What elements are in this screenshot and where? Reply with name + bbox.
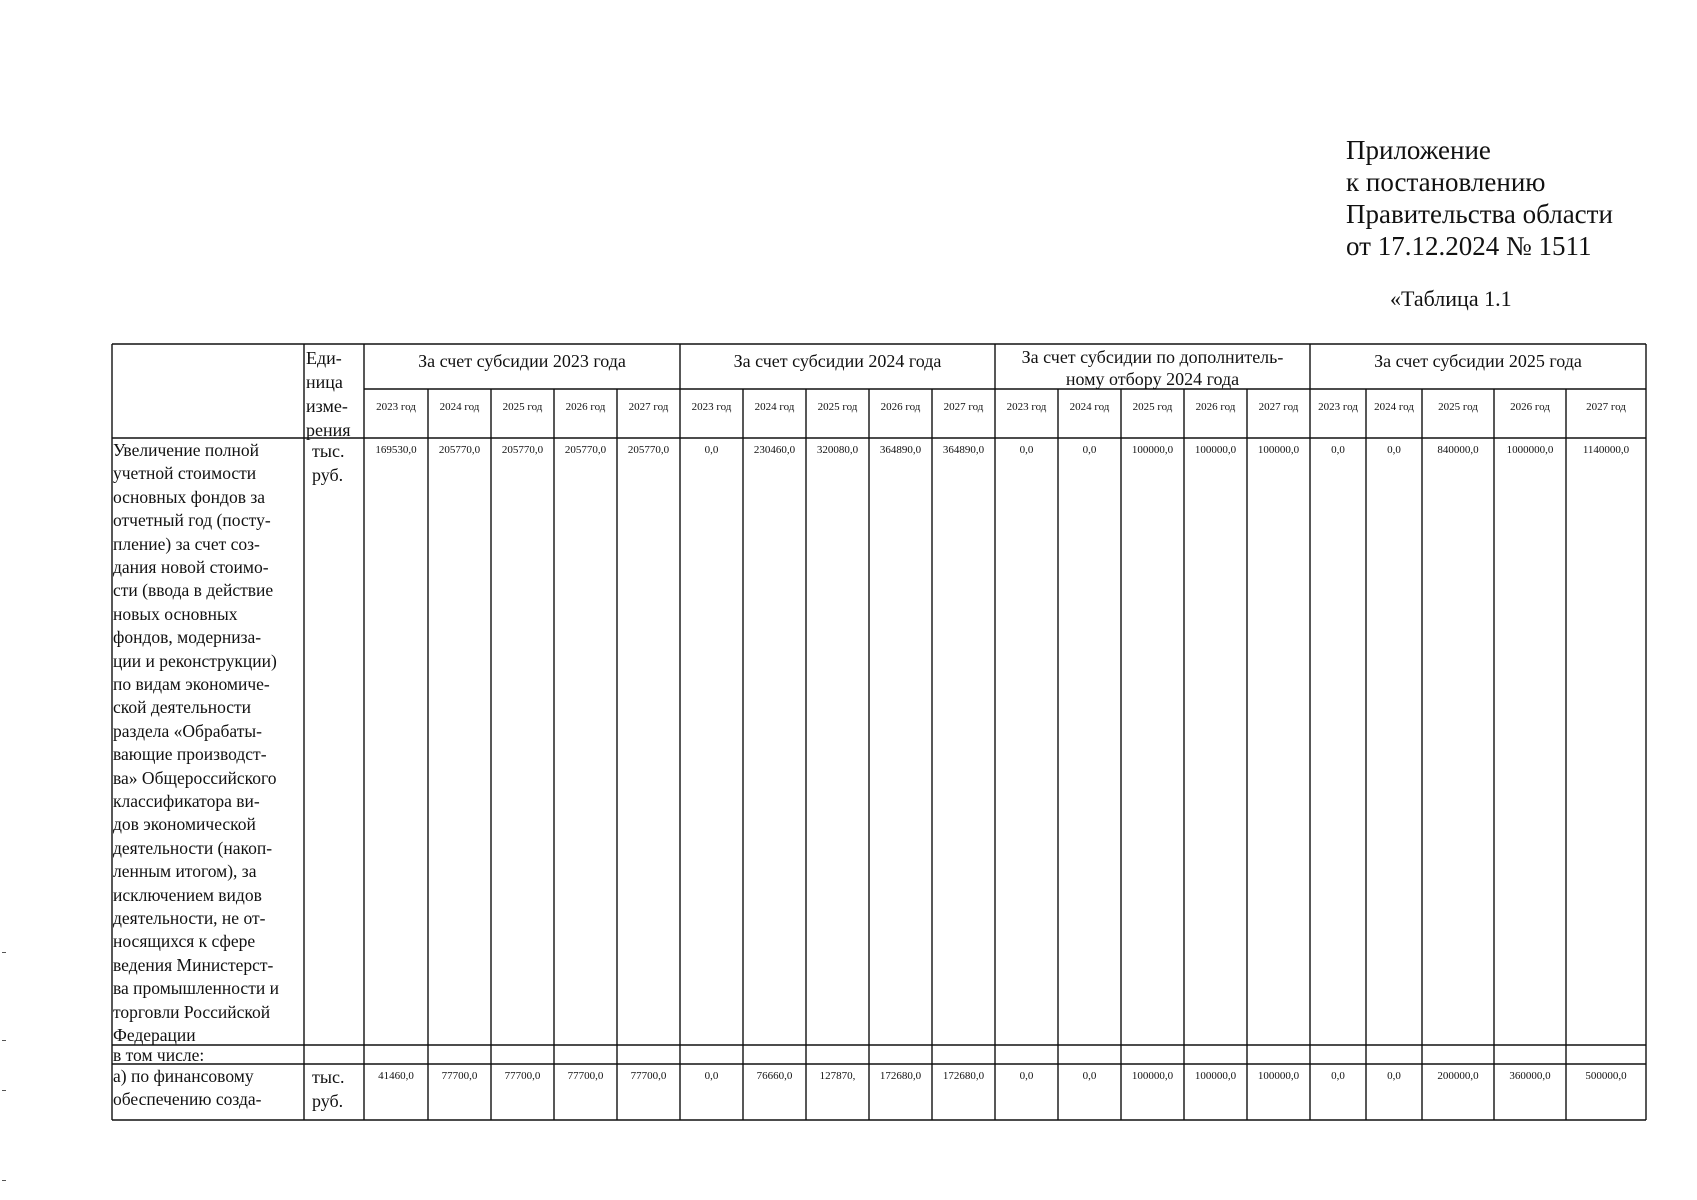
cell-value: 41460,0	[378, 1070, 414, 1082]
row-description-line: классификатора ви-	[113, 791, 260, 811]
cell-value: 76660,0	[756, 1070, 793, 1082]
year-header: 2026 год	[880, 401, 921, 413]
row-description-line: ва промышленности и	[113, 978, 279, 999]
row-description-line: Федерации	[113, 1025, 196, 1045]
year-header: 2025 год	[502, 401, 543, 413]
year-header: 2027 год	[943, 401, 984, 413]
cell-value: 500000,0	[1585, 1070, 1627, 1082]
cell-value: 127870,	[819, 1070, 856, 1082]
group-header: За счет субсидии по дополнитель-	[1021, 347, 1284, 367]
cell-value: 77700,0	[441, 1070, 478, 1082]
year-header: 2024 год	[754, 401, 795, 413]
annex-line-3: Правительства области	[1346, 199, 1613, 229]
row-description-line: дов экономической	[113, 814, 256, 835]
scan-mark	[2, 1090, 6, 1091]
year-header: 2025 год	[1132, 401, 1173, 413]
row-description-line: основных фондов за	[113, 486, 266, 507]
row-unit-line: тыс.	[312, 441, 345, 461]
year-header: 2023 год	[1318, 401, 1358, 413]
cell-value: 230460,0	[753, 444, 796, 456]
cell-value: 0,0	[1387, 444, 1401, 456]
annex-line-2: к постановлению	[1346, 167, 1546, 197]
unit-header-line: рения	[306, 420, 351, 440]
row-description-line: деятельности (накоп-	[113, 837, 273, 858]
group-header: За счет субсидии 2024 года	[733, 351, 942, 371]
row-unit-line: руб.	[312, 465, 344, 485]
cell-value: 364890,0	[942, 444, 985, 456]
row-description-line: отчетный год (посту-	[113, 510, 271, 531]
row-description-line: ленным итогом), за	[113, 861, 257, 882]
cell-value: 205770,0	[627, 444, 670, 456]
cell-value: 100000,0	[1257, 1070, 1300, 1082]
scan-mark	[2, 1180, 6, 1181]
cell-value: 1140000,0	[1582, 444, 1630, 456]
cell-value: 172680,0	[942, 1070, 985, 1082]
cell-value: 840000,0	[1437, 444, 1479, 456]
cell-value: 100000,0	[1131, 1070, 1174, 1082]
year-header: 2023 год	[1006, 401, 1047, 413]
cell-value: 0,0	[704, 444, 719, 456]
row-description-line: носящихся к сфере	[113, 931, 256, 952]
year-header: 2023 год	[376, 401, 416, 413]
year-header: 2023 год	[691, 401, 732, 413]
cell-value: 0,0	[1082, 1070, 1097, 1082]
row-description-line: в том числе:	[113, 1045, 205, 1065]
cell-value: 320080,0	[816, 444, 859, 456]
row-description-line: ва» Общероссийского	[113, 767, 277, 788]
row-unit-line: тыс.	[312, 1067, 345, 1087]
row-description-line: вающие производст-	[113, 744, 267, 765]
row-description-line: а) по финансовому	[113, 1066, 254, 1086]
row-description-line: деятельности, не от-	[113, 908, 266, 928]
unit-header-line: Еди-	[306, 348, 342, 368]
cell-value: 169530,0	[375, 444, 417, 456]
cell-value: 100000,0	[1194, 1070, 1237, 1082]
cell-value: 100000,0	[1131, 444, 1174, 456]
row-description-line: пление) за счет соз-	[113, 533, 260, 554]
year-header: 2024 год	[1374, 401, 1414, 413]
row-description-line: исключением видов	[113, 884, 262, 905]
cell-value: 205770,0	[438, 444, 481, 456]
year-header: 2026 год	[1510, 401, 1550, 413]
row-description-line: новых основных	[113, 603, 238, 624]
cell-value: 0,0	[1082, 444, 1097, 456]
cell-value: 364890,0	[879, 444, 922, 456]
row-description-line: учетной стоимости	[113, 463, 257, 484]
row-description-line: фондов, модерниза-	[113, 627, 262, 648]
unit-header-line: ница	[306, 372, 343, 392]
annex-line-1: Приложение	[1346, 135, 1491, 165]
cell-value: 0,0	[1331, 1070, 1345, 1082]
scan-mark	[2, 1040, 6, 1041]
cell-value: 77700,0	[504, 1070, 541, 1082]
unit-header-line: изме-	[306, 396, 348, 416]
annex-line-4: от 17.12.2024 № 1511	[1346, 231, 1592, 261]
table-caption: «Таблица 1.1	[1390, 286, 1512, 311]
cell-value: 0,0	[1019, 444, 1034, 456]
cell-value: 0,0	[1331, 444, 1345, 456]
year-header: 2027 год	[1258, 401, 1299, 413]
cell-value: 205770,0	[501, 444, 544, 456]
row-description-line: Увеличение полной	[113, 440, 259, 460]
year-header: 2027 год	[1586, 401, 1626, 413]
cell-value: 0,0	[1019, 1070, 1034, 1082]
row-description-line: по видам экономиче-	[113, 674, 270, 694]
row-description-line: раздела «Обрабаты-	[113, 720, 262, 741]
year-header: 2025 год	[1438, 401, 1478, 413]
cell-value: 200000,0	[1437, 1070, 1479, 1082]
year-header: 2026 год	[565, 401, 606, 413]
cell-value: 360000,0	[1509, 1070, 1551, 1082]
cell-value: 77700,0	[567, 1070, 604, 1082]
year-header: 2024 год	[1069, 401, 1110, 413]
cell-value: 172680,0	[879, 1070, 922, 1082]
group-header: За счет субсидии 2025 года	[1374, 351, 1582, 371]
row-description-line: дания новой стоимо-	[113, 557, 269, 577]
year-header: 2026 год	[1195, 401, 1236, 413]
year-header: 2024 год	[439, 401, 480, 413]
scan-mark	[2, 952, 6, 953]
cell-value: 100000,0	[1257, 444, 1300, 456]
row-description-line: обеспечению созда-	[113, 1089, 262, 1110]
cell-value: 0,0	[704, 1070, 719, 1082]
row-unit-line: руб.	[312, 1091, 344, 1111]
cell-value: 205770,0	[564, 444, 607, 456]
row-description-line: торговли Российской	[113, 1001, 271, 1022]
cell-value: 0,0	[1387, 1070, 1401, 1082]
year-header: 2025 год	[817, 401, 858, 413]
row-description-line: ции и реконструкции)	[113, 650, 277, 671]
group-header: За счет субсидии 2023 года	[418, 351, 626, 371]
cell-value: 1000000,0	[1506, 444, 1554, 456]
cell-value: 100000,0	[1194, 444, 1237, 456]
year-header: 2027 год	[628, 401, 669, 413]
row-description-line: сти (ввода в действие	[113, 580, 274, 601]
row-description-line: ской деятельности	[113, 697, 252, 718]
cell-value: 77700,0	[630, 1070, 667, 1082]
row-description-line: ведения Министерст-	[113, 954, 274, 975]
group-header: ному отбору 2024 года	[1065, 369, 1240, 389]
